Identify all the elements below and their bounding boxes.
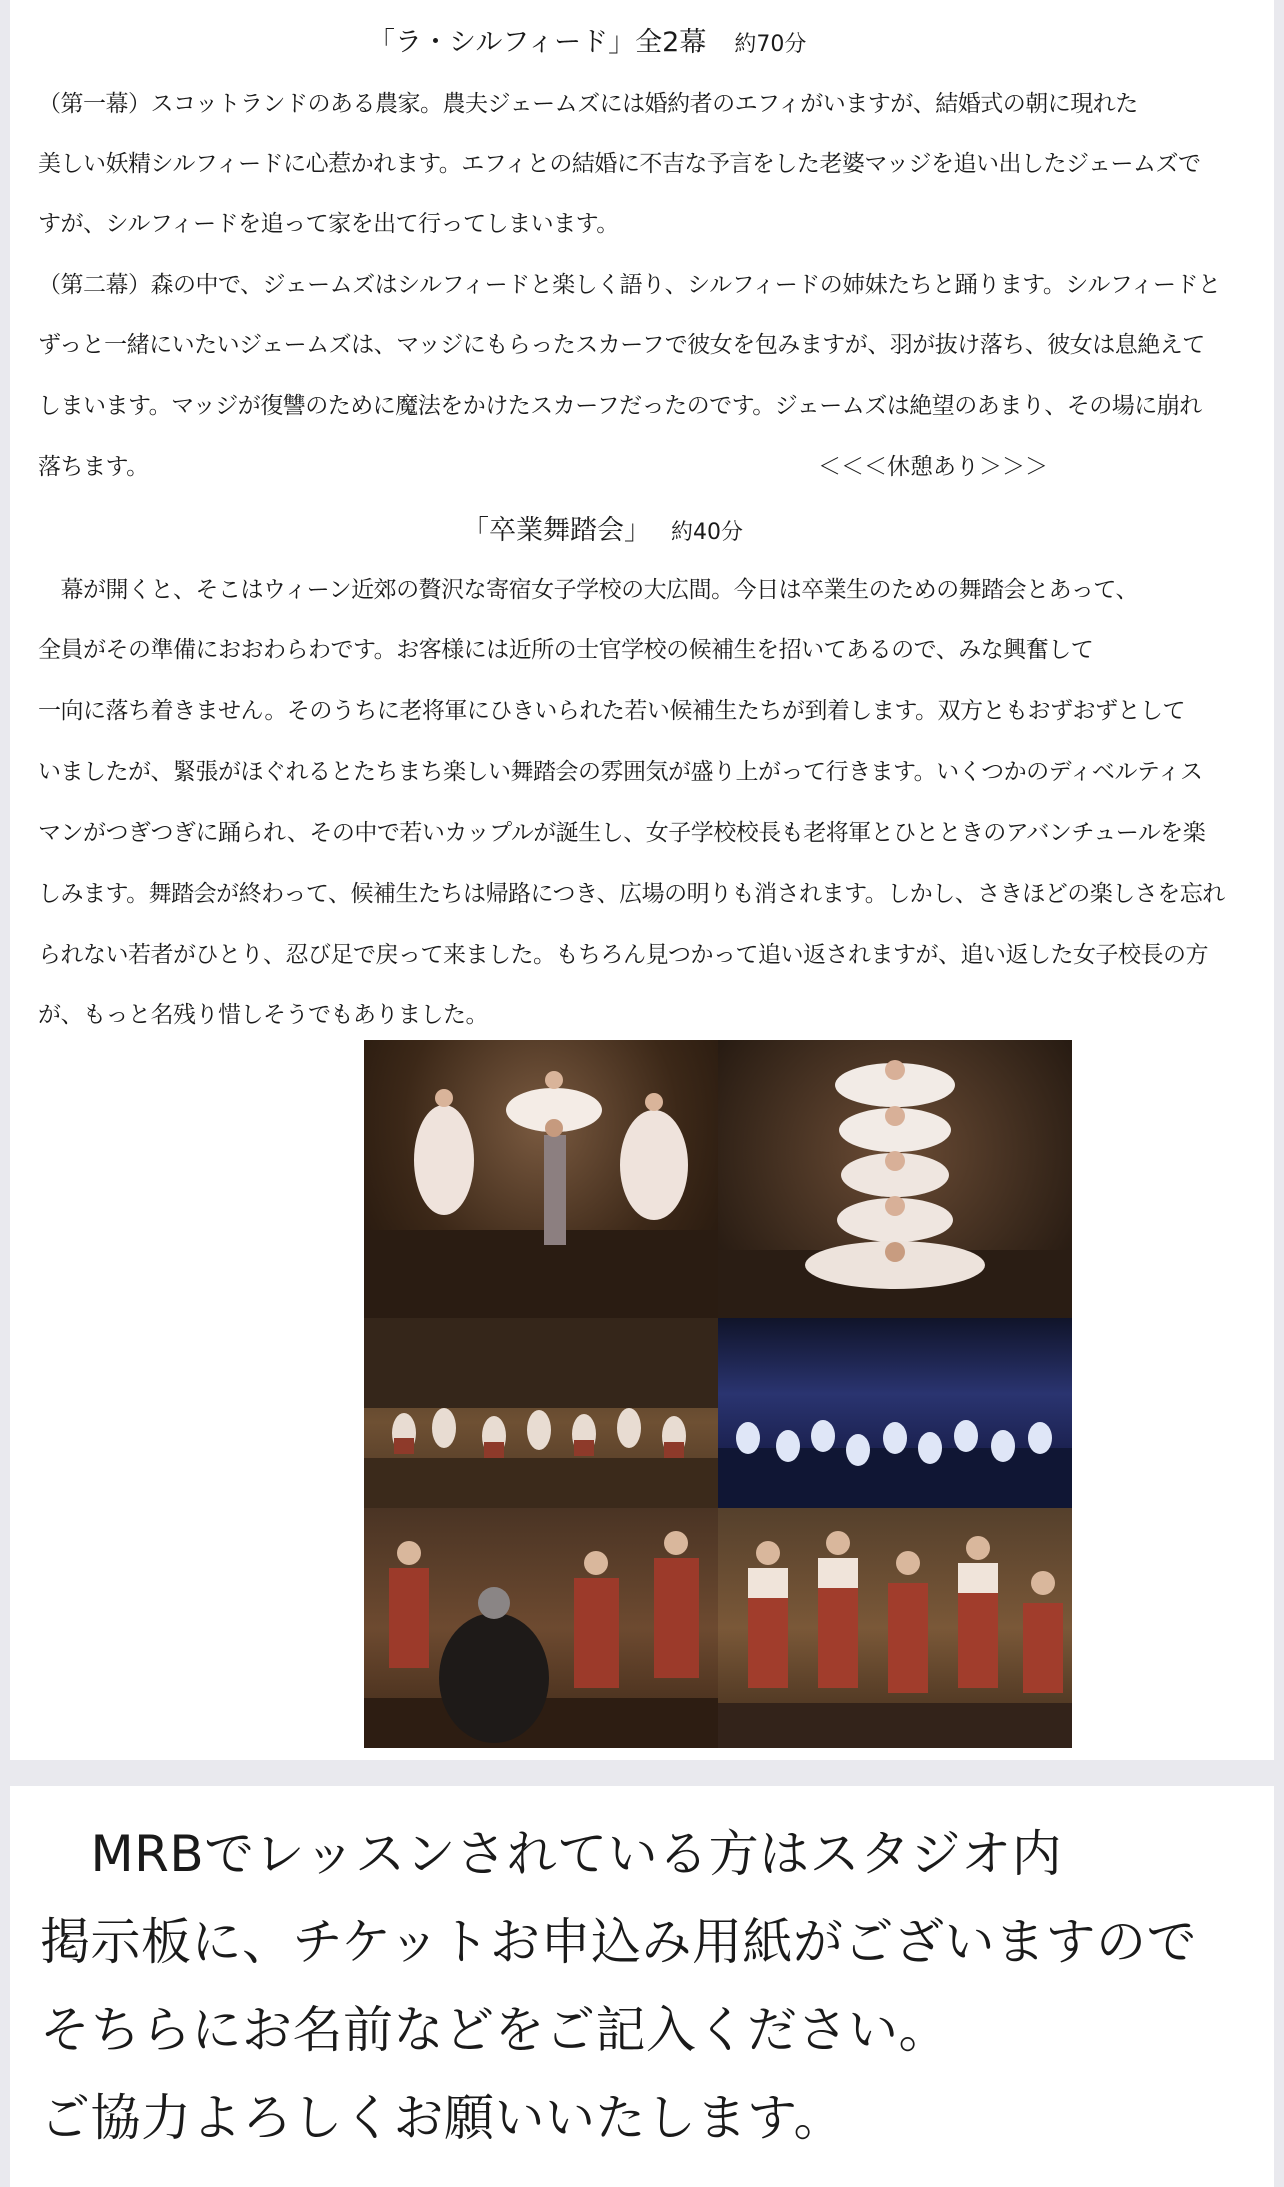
program2-title: 「卒業舞踏会」 [462, 515, 651, 546]
section-divider [0, 1760, 1284, 1786]
ticket-notice [10, 1786, 1274, 2187]
program1-title-row [368, 26, 806, 62]
photo-dancer-tower [718, 1040, 1072, 1318]
program2-line: が、もっと名残り惜しそうでもありました。 [38, 1002, 488, 1028]
program1-line: 美しい妖精シルフィードに心惹かれます。エフィとの結婚に不吉な予言をした老婆マッジを追い出したジェームズで [38, 151, 1201, 177]
notice-line: MRBでレッスンされている方はスタジオ内 [40, 1825, 1063, 1883]
ballet-photo-collage [364, 1040, 1072, 1748]
photo-folk-dance-line [364, 1318, 718, 1508]
program1-duration: 約70分 [734, 32, 807, 57]
program1-line: ずっと一緒にいたいジェームズは、マッジにもらったスカーフで彼女を包みますが、羽が抜け落ち、彼女は息絶えて [38, 332, 1205, 358]
notice-line: ご協力よろしくお願いいたします。 [40, 2089, 844, 2147]
notice-line: そちらにお名前などをご記入ください。 [40, 2001, 949, 2059]
program2-line: いましたが、緊張がほぐれるとたちまち楽しい舞踏会の雰囲気が盛り上がって行きます。いくつかのディベルティス [38, 759, 1203, 785]
program2-line: 全員がその準備におおわらわです。お客様には近所の士官学校の候補生を招いてあるので、みな興奮して [38, 637, 1094, 663]
photo-reel-dance [718, 1508, 1072, 1748]
program1-line: （第一幕）スコットランドのある農家。農夫ジェームズには婚約者のエフィがいますが、結婚式の朝に現れた [38, 91, 1138, 117]
program2-duration: 約40分 [671, 520, 743, 545]
program2-title-row [462, 514, 743, 550]
intermission-note: ＜＜＜休憩あり＞＞＞ [818, 454, 1048, 480]
program2-line: 一向に落ち着きません。そのうちに老将軍にひきいられた若い候補生たちが到着します。双方ともおずおずとして [38, 698, 1186, 724]
program2-line: マンがつぎつぎに踊られ、その中で若いカップルが誕生し、女子学校校長も老将軍とひとときのアバンチュールを楽 [38, 820, 1206, 846]
program2-line: られない若者がひとり、忍び足で戻って来ました。もちろん見つかって追い返されますが、追い返した女子校長の方 [38, 942, 1208, 968]
photo-sylphide-lift [364, 1040, 718, 1318]
program2-line: 幕が開くと、そこはウィーン近郊の贅沢な寄宿女子学校の大広間。今日は卒業生のための舞踏会とあって、 [38, 577, 1138, 603]
program1-line: （第二幕）森の中で、ジェームズはシルフィードと楽しく語り、シルフィードの姉妹たちと踊ります。シルフィードと [38, 272, 1221, 298]
notice-line: 掲示板に、チケットお申込み用紙がございますので [40, 1913, 1197, 1971]
program1-line: すが、シルフィードを追って家を出て行ってしまいます。 [38, 211, 619, 237]
photo-sylph-corps [718, 1318, 1072, 1508]
program1-title: 「ラ・シルフィード」全2幕 [368, 27, 707, 58]
photo-madge-scene [364, 1508, 718, 1748]
program-sheet [10, 0, 1274, 1760]
program1-line: しまいます。マッジが復讐のために魔法をかけたスカーフだったのです。ジェームズは絶望のあまり、その場に崩れ [38, 393, 1202, 419]
program1-line: 落ちます。 [38, 454, 149, 480]
program2-line: しみます。舞踏会が終わって、候補生たちは帰路につき、広場の明りも消されます。しかし、さきほどの楽しさを忘れ [38, 881, 1225, 907]
